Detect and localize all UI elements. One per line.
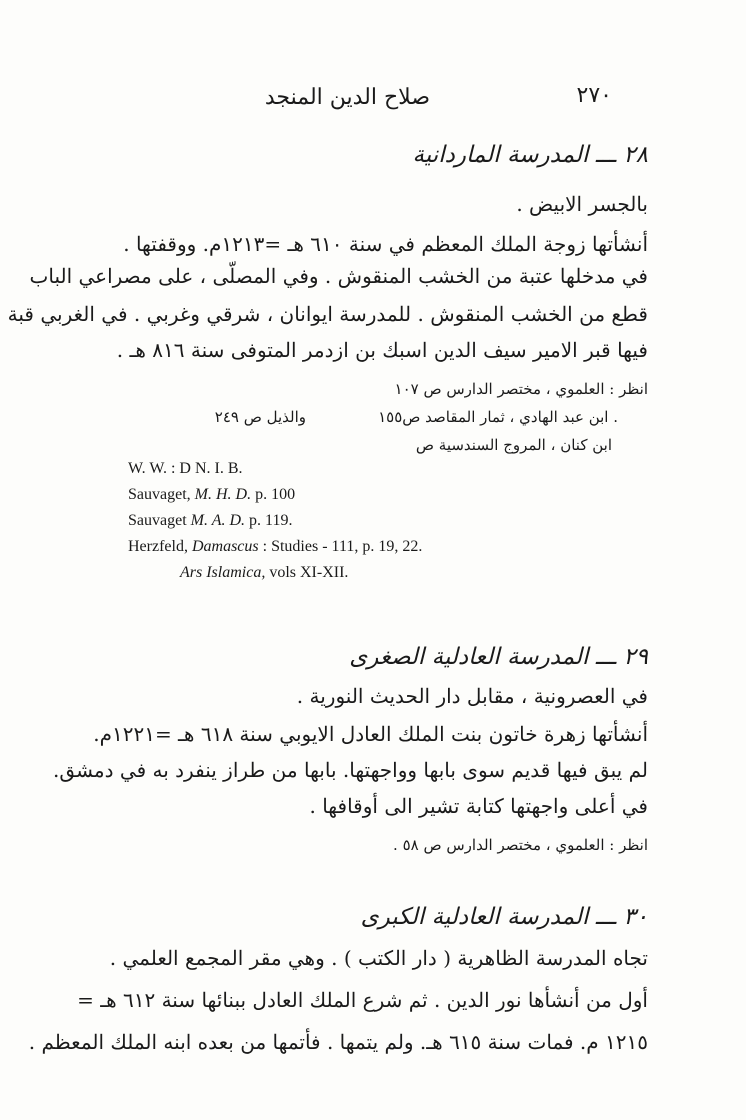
entry-29-title: ٢٩ ـــ المدرسة العادلية الصغرى	[349, 644, 648, 670]
entry-30-paragraph: تجاه المدرسة الظاهرية ( دار الكتب ) . وهي مقر المجمع العلمي .	[109, 946, 648, 970]
entry-30-paragraph: ١٢١٥ م. فمات سنة ٦١٥ هـ. ولم يتمها . فأتمها من بعده ابنه الملك المعظم .	[28, 1030, 648, 1054]
entry-28-paragraph: فيها قبر الامير سيف الدين اسبك بن ازدمر المتوفى سنة ٨١٦ هـ .	[116, 338, 648, 362]
latin-ref-text: Herzfeld,	[128, 538, 192, 555]
latin-reference	[128, 486, 295, 504]
latin-reference	[128, 460, 243, 478]
latin-ref-italic: Damascus	[191, 538, 259, 555]
latin-ref-text: W. W. : D N. I. B.	[128, 460, 243, 477]
entry-28-reference: انظر : العلموي ، مختصر الدارس ص ١٠٧	[394, 380, 648, 398]
entry-28-reference: والذيل ص ٢٤٩	[214, 408, 306, 426]
latin-ref-italic: M. A. D.	[190, 512, 246, 529]
entry-29-reference: انظر : العلموي ، مختصر الدارس ص ٥٨ .	[393, 836, 648, 854]
entry-29-paragraph: لم يبق فيها قديم سوى بابها وواجهتها. بابها من طراز ينفرد به في دمشق.	[53, 758, 648, 782]
latin-ref-text: : Studies - 111, p. 19, 22.	[258, 538, 423, 555]
latin-ref-text: p. 100	[251, 486, 296, 503]
latin-ref-italic: Ars Islamica,	[180, 564, 266, 581]
entry-29-paragraph: في أعلى واجهتها كتابة تشير الى أوقافها .	[309, 794, 648, 818]
running-title: صلاح الدين المنجد	[264, 85, 430, 110]
latin-ref-text: Sauvaget,	[128, 486, 195, 503]
latin-ref-italic: M. H. D.	[194, 486, 252, 503]
latin-ref-text: p. 119.	[245, 512, 293, 529]
entry-28-title: ٢٨ ـــ المدرسة الماردانية	[412, 142, 648, 168]
page-number: ٢٧٠	[576, 83, 612, 108]
entry-28-reference: . ابن عبد الهادي ، ثمار المقاصد ص١٥٥	[378, 408, 618, 426]
entry-28-paragraph: في مدخلها عتبة من الخشب المنقوش . وفي المصلّى ، على مصراعي الباب	[29, 264, 648, 288]
latin-ref-text: vols XI-XII.	[265, 564, 349, 581]
entry-29-paragraph: أنشأتها زهرة خاتون بنت الملك العادل الايوبي سنة ٦١٨ هـ =١٢٢١م.	[93, 722, 648, 746]
latin-ref-text: Sauvaget	[128, 512, 191, 529]
entry-28-reference: ابن كنان ، المروج السندسية ص	[415, 436, 612, 454]
entry-28-paragraph: بالجسر الابيض .	[516, 192, 648, 216]
latin-reference	[128, 512, 292, 530]
entry-29-paragraph: في العصرونية ، مقابل دار الحديث النورية .	[296, 684, 648, 708]
entry-30-title: ٣٠ ـــ المدرسة العادلية الكبرى	[360, 904, 648, 930]
latin-reference	[180, 564, 348, 582]
entry-28-paragraph: قطع من الخشب المنقوش . للمدرسة ايوانان ، شرقي وغربي . في الغربي قبة	[7, 302, 648, 326]
latin-reference	[128, 538, 422, 556]
entry-28-paragraph: أنشأتها زوجة الملك المعظم في سنة ٦١٠ هـ =١٢١٣م. ووقفتها .	[123, 232, 648, 256]
entry-30-paragraph: أول من أنشأها نور الدين . ثم شرع الملك العادل ببنائها سنة ٦١٢ هـ =	[77, 988, 648, 1012]
